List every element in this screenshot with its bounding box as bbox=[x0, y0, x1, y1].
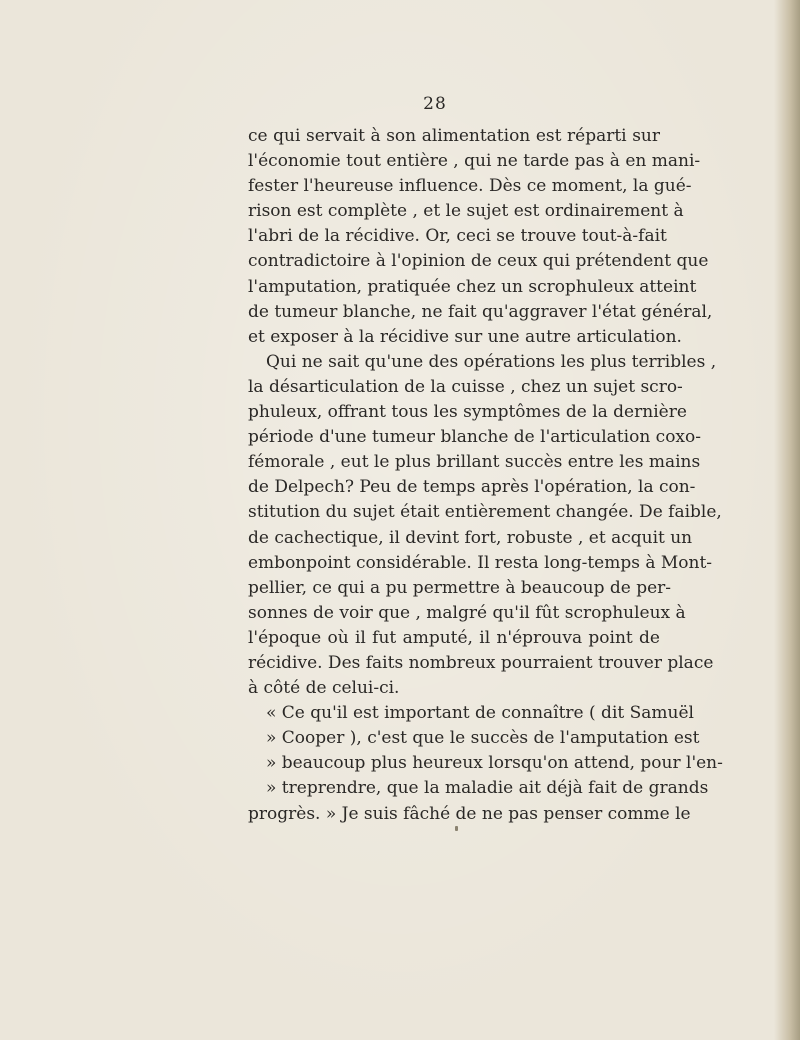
text-line: » beaucoup plus heureux lorsqu'on attend, pour l'en- bbox=[266, 753, 723, 774]
text-line: ce qui servait à son alimentation est réparti sur bbox=[248, 126, 660, 146]
text-line: l'économie tout entière , qui ne tarde pas à en mani- bbox=[248, 151, 701, 172]
text-line: fester l'heureuse influence. Dès ce moment, la gué- bbox=[248, 176, 692, 197]
text-line: l'époque où il fut amputé, il n'éprouva point de bbox=[248, 627, 660, 648]
page-number: 28 bbox=[423, 94, 447, 114]
text-line: fémorale , eut le plus brillant succès entre les mains bbox=[248, 452, 701, 473]
text-line: période d'une tumeur blanche de l'articulation coxo- bbox=[248, 427, 701, 448]
text-line: stitution du sujet était entièrement changée. De faible, bbox=[248, 502, 722, 523]
text-line: de Delpech? Peu de temps après l'opération, la con- bbox=[248, 477, 696, 498]
text-line: contradictoire à l'opinion de ceux qui prétendent que bbox=[248, 251, 709, 272]
text-line: récidive. Des faits nombreux pourraient trouver place bbox=[248, 652, 714, 673]
text-line: rison est complète , et le sujet est ordinairement à bbox=[248, 201, 684, 222]
text-line: et exposer à la récidive sur une autre articulation. bbox=[248, 326, 682, 347]
text-line: la désarticulation de la cuisse , chez un sujet scro- bbox=[248, 376, 683, 397]
text-line: l'abri de la récidive. Or, ceci se trouve tout-à-fait bbox=[248, 226, 667, 247]
body-text bbox=[248, 124, 723, 827]
page-edge-shadow bbox=[774, 0, 800, 1040]
text-line: à côté de celui-ci. bbox=[248, 678, 400, 699]
text-line: sonnes de voir que , malgré qu'il fût scrophuleux à bbox=[248, 602, 686, 623]
text-line: de tumeur blanche, ne fait qu'aggraver l'état général, bbox=[248, 301, 713, 322]
text-line: » Cooper ), c'est que le succès de l'amputation est bbox=[266, 728, 700, 749]
text-line: phuleux, offrant tous les symptômes de la dernière bbox=[248, 402, 687, 423]
text-line: embonpoint considérable. Il resta long-temps à Mont- bbox=[248, 552, 713, 573]
text-line: » treprendre, que la maladie ait déjà fait de grands bbox=[266, 778, 709, 799]
text-line: « Ce qu'il est important de connaître ( dit Samuël bbox=[266, 703, 694, 724]
text-line: pellier, ce qui a pu permettre à beaucoup de per- bbox=[248, 577, 672, 598]
text-line: l'amputation, pratiquée chez un scrophuleux atteint bbox=[248, 276, 697, 297]
text-line: Qui ne sait qu'une des opérations les plus terribles , bbox=[266, 351, 717, 372]
ink-speck bbox=[455, 826, 458, 831]
text-line: de cachectique, il devint fort, robuste , et acquit un bbox=[248, 527, 693, 548]
text-line: progrès. » Je suis fâché de ne pas penser comme le bbox=[248, 803, 691, 824]
